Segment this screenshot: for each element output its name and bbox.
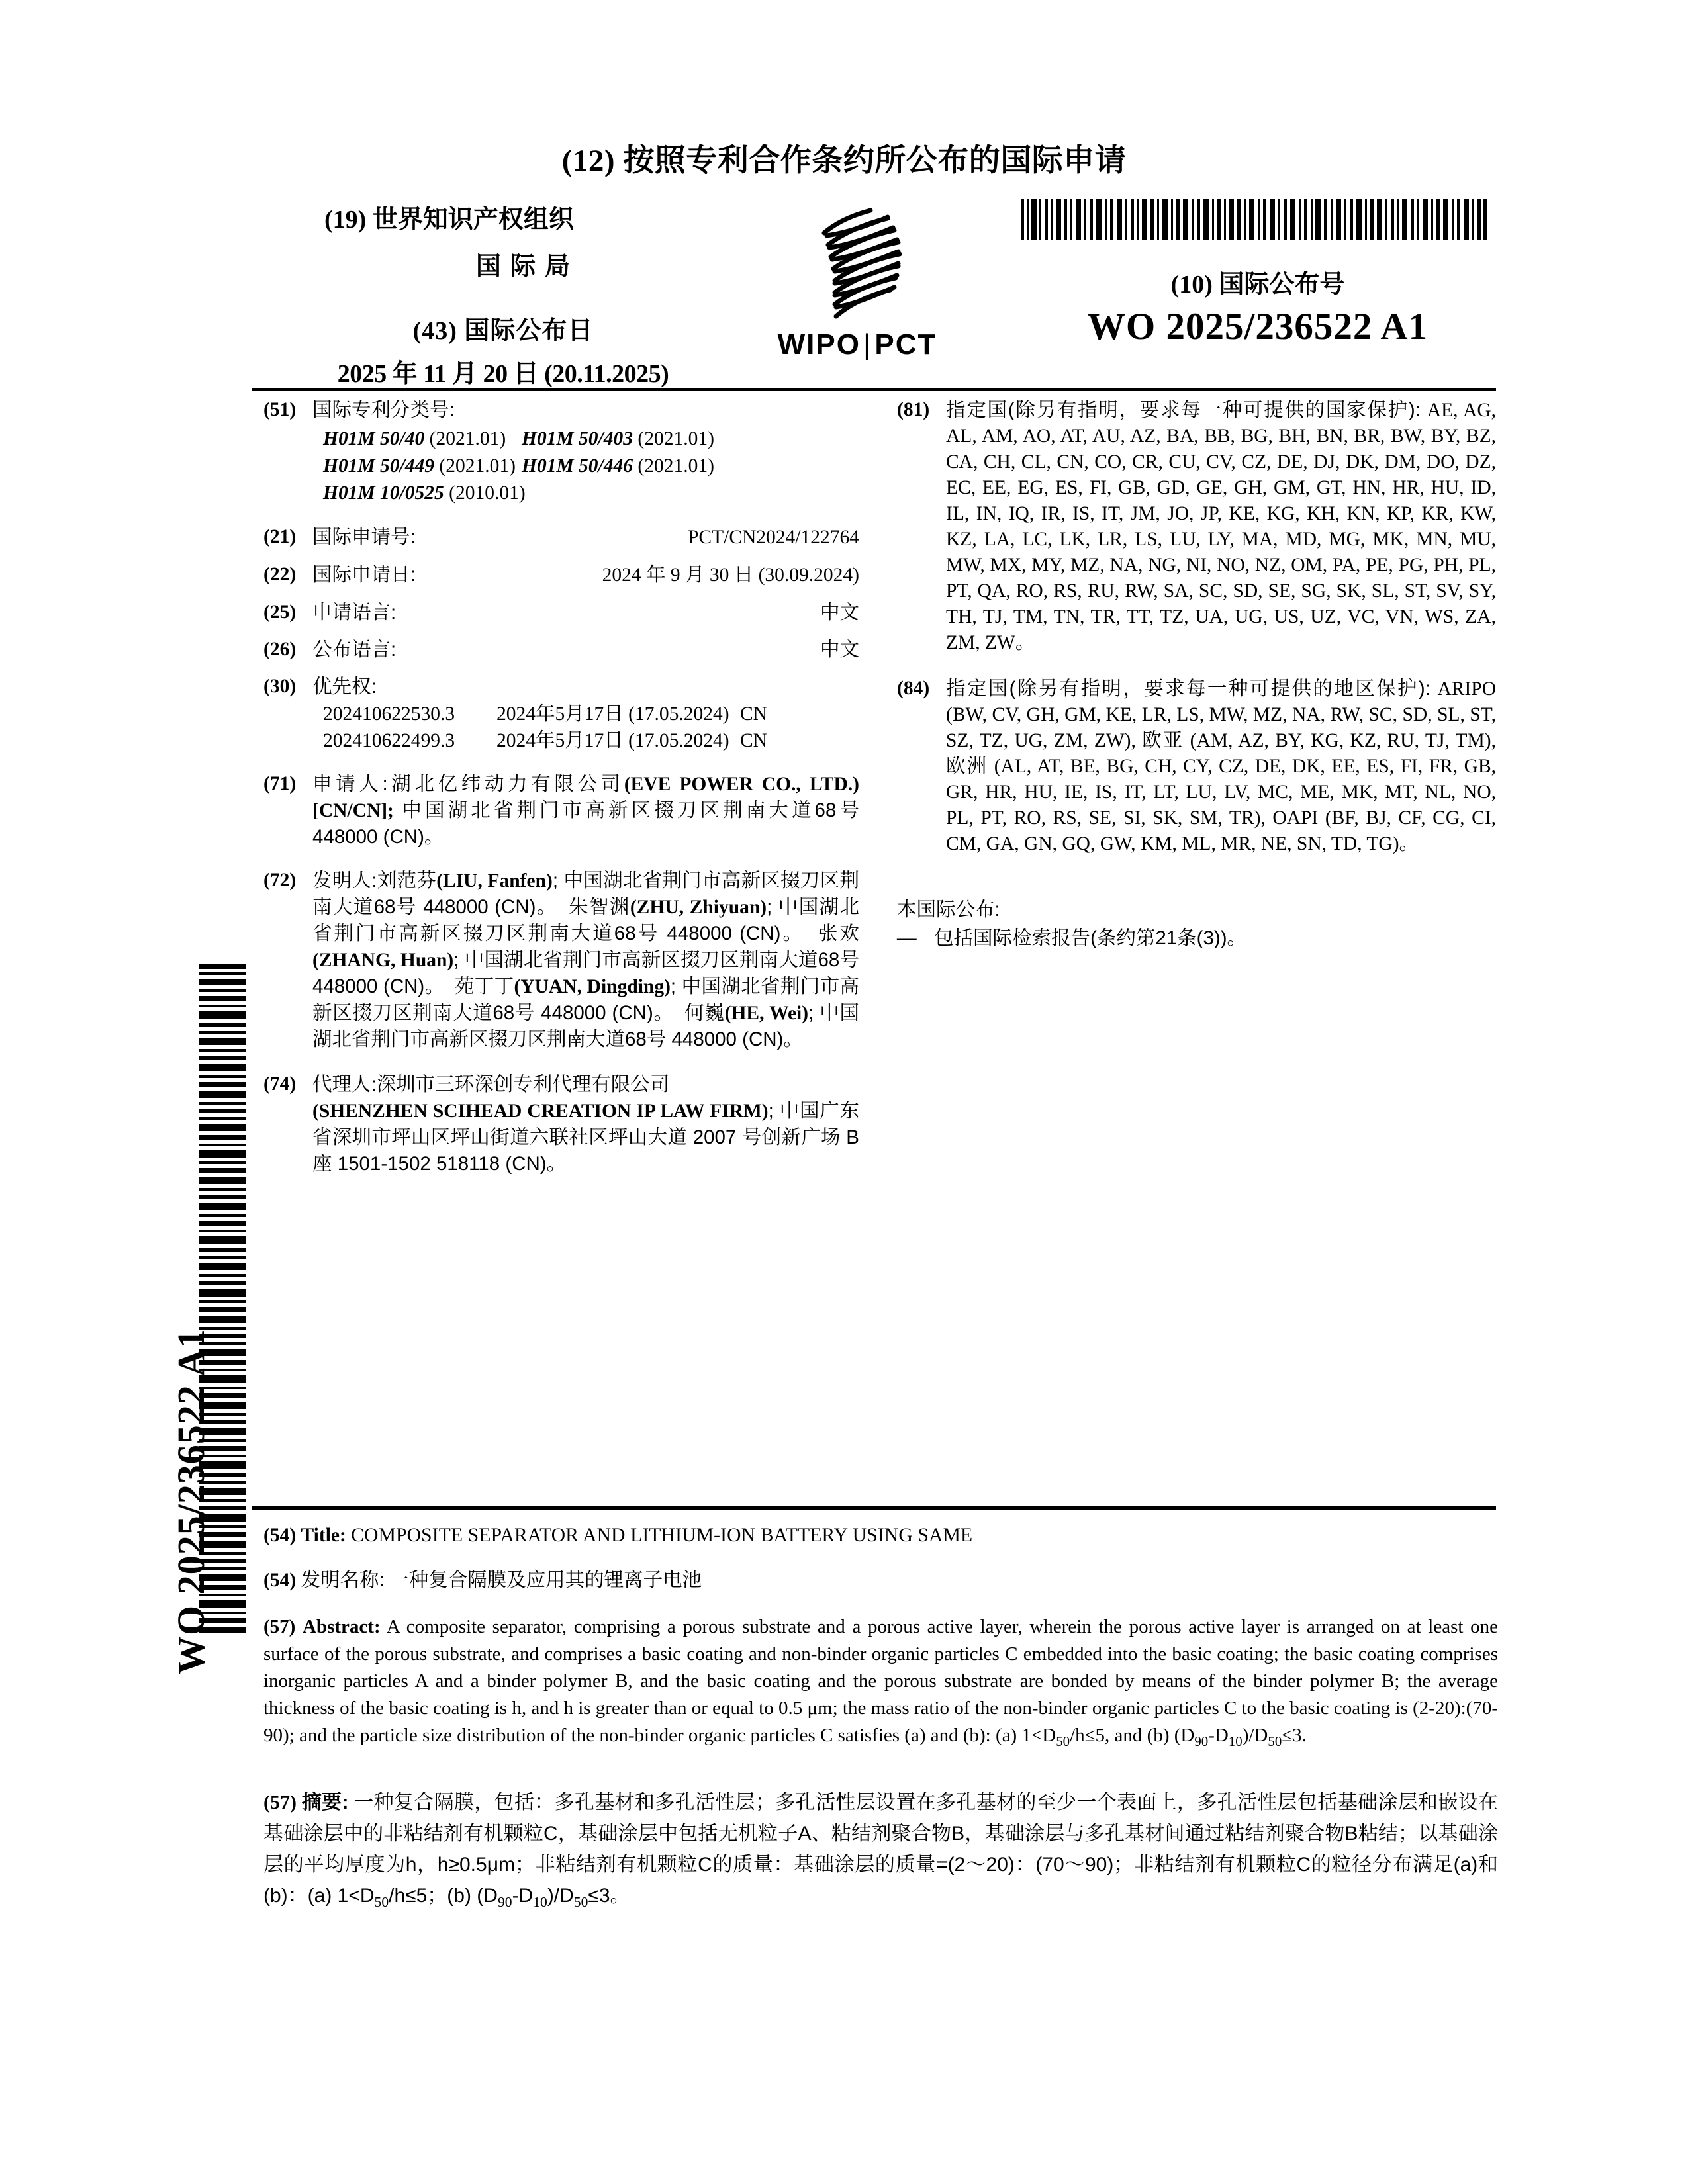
side-publication-number: WO 2025/236522 A1	[169, 1328, 212, 1674]
field-filing-date	[263, 562, 859, 588]
field-priority-label: 优先权:	[312, 676, 377, 698]
agent-name-cn: 深圳市三环深创专利代理有限公司	[376, 1073, 670, 1095]
inventor-name-en: (YUAN, Dingding)	[514, 976, 671, 997]
ipc-cell	[323, 453, 522, 480]
abstract-chinese-text-3: -D	[512, 1885, 534, 1907]
field-ipc-label: 国际专利分类号:	[312, 399, 455, 421]
priority-date: 2024年5月17日 (17.05.2024)	[496, 730, 729, 751]
publication-note-bullet: —	[897, 927, 917, 948]
inventor-name-cn: 朱智渊	[569, 896, 630, 918]
designated-states-list: AE, AG, AL, AM, AO, AT, AU, AZ, BA, BB, BG, BH, BN, BR, BW, BY, BZ, CA, CH, CL, CN, CO, CR, CU, CV, CZ, DE, DJ, DK, DM, DO, DZ, EC, EE, EG, ES, FI, GB, GD, GE, GH, GM, GT, HN, HR, HU, ID, IL, IN, IQ, IR, IS, IT, JM, JO, JP, KE, KG, KH, KN, KP, KR, KW, KZ, LA, LC, LK, LR, LS, LU, LY, MA, MD, MG, MK, MN, MU, MW, MX, MY, MZ, NA, NG, NI, NO, NZ, OM, PA, PE, PG, PH, PL, PT, QA, RO, RS, RU, RW, SA, SC, SD, SE, SG, SK, SL, ST, SV, SY, TH, TJ, TM, TN, TR, TT, TZ, UA, UG, US, UZ, VC, VN, WS, ZA, ZM, ZW。	[946, 400, 1496, 653]
publication-number-label: 国际公布号	[1219, 271, 1345, 298]
title-chinese-tag: (54)	[263, 1570, 297, 1591]
field-designated-states	[897, 397, 1496, 656]
priority-country: CN	[740, 730, 767, 751]
abstract-cn-sub-d50a: 50	[374, 1894, 389, 1910]
kind-tag: (12)	[561, 144, 616, 178]
abstract-chinese-text-2: /h≤5；(b) (D	[389, 1885, 498, 1907]
ipc-version: (2021.01)	[637, 455, 714, 477]
field-inventors-label: 发明人:	[312, 870, 377, 891]
ipc-cell	[522, 426, 720, 453]
priority-table	[323, 701, 859, 754]
field-filing-date-label: 国际申请日:	[312, 564, 416, 586]
inventor-name-cn: 苑丁丁	[454, 976, 514, 997]
organization-tag: (19)	[324, 206, 367, 234]
priority-row	[323, 701, 859, 727]
abstract-chinese	[263, 1787, 1498, 1918]
field-priority	[263, 674, 859, 754]
publication-date-tag: (43)	[412, 317, 457, 345]
title-english-block	[263, 1522, 1496, 1549]
abstract-chinese-text-5: ≤3。	[588, 1885, 630, 1907]
inventor-address: ; 中国湖北省荆门市高新区掇刀区荆南大道68号 448000 (CN)。	[312, 1002, 859, 1050]
field-application-number-tag: (21)	[263, 526, 297, 547]
field-publication-language-value: 中文	[820, 639, 859, 660]
publication-number-value: WO 2025/236522 A1	[1087, 306, 1429, 347]
wipo-logo	[741, 206, 973, 361]
publication-date-label-line	[318, 310, 688, 346]
priority-row	[323, 727, 859, 754]
inventor-name-en: (ZHU, Zhiyuan)	[630, 897, 767, 918]
abstract-chinese-text-4: )/D	[547, 1885, 574, 1907]
field-designated-regions-tag: (84)	[897, 678, 930, 699]
field-applicant-tag: (71)	[263, 773, 297, 794]
publication-barcode	[1019, 199, 1489, 240]
abstract-english-text: A composite separator, comprising a porous substrate and a porous active layer, wherein the porous active layer is arranged on at least one surface of the porous substrate, and comprises a basic coating and non-binder organic particles C embedded into the basic coating; the basic coating comprises inorganic particles A and a binder polymer B, and the basic coating and the porous substrate are bonded by means of the binder polymer B; the average thickness of the basic coating is h, and h is greater than or equal to 0.5 μm; the mass ratio of the non-binder organic particles C to the basic coating is (2-20):(70-90); and the particle size distribution of the non-binder organic particles C satisfies (a) and (b): (a) 1<D	[263, 1616, 1498, 1746]
inventor-name-en: (HE, Wei)	[724, 1003, 809, 1024]
field-application-number-label: 国际申请号:	[312, 526, 416, 548]
abstract-cn-sub-d90: 90	[497, 1894, 512, 1910]
agent-name-en: (SHENZHEN SCIHEAD CREATION IP LAW FIRM)	[312, 1101, 769, 1122]
abstract-en-sub-d90: 90	[1194, 1733, 1209, 1749]
ipc-cell	[323, 426, 522, 453]
inventor-address: ; 中国湖北省荆门市高新区掇刀区荆南大道68号 448000 (CN)。	[312, 976, 860, 1024]
field-filing-language	[263, 600, 859, 625]
masthead-left	[318, 199, 688, 389]
wipo-separator: |	[863, 328, 872, 361]
ipc-code: H01M 50/40	[323, 428, 425, 449]
international-bureau-label: 国际局	[475, 253, 579, 281]
applicant-name-en: (EVE POWER CO., LTD.)	[624, 774, 859, 795]
ipc-version: (2010.01)	[449, 482, 526, 504]
field-inventors-tag: (72)	[263, 870, 297, 891]
masthead-right	[1019, 199, 1496, 348]
ipc-cell	[323, 480, 526, 507]
publication-kind-heading	[0, 136, 1688, 180]
field-ipc-tag: (51)	[263, 399, 297, 420]
title-divider-rule	[252, 1506, 1496, 1510]
inventor-name-en: (LIU, Fanfen)	[436, 870, 553, 891]
field-agent-label: 代理人:	[312, 1073, 377, 1095]
field-application-number-value: PCT/CN2024/122764	[688, 527, 859, 548]
field-ipc	[263, 397, 859, 507]
field-publication-language-tag: (26)	[263, 639, 297, 660]
kind-title: 按照专利合作条约所公布的国际申请	[623, 142, 1127, 177]
pct-text: PCT	[874, 328, 937, 361]
organization-name: 世界知识产权组织	[372, 206, 574, 234]
field-applicant	[263, 771, 859, 850]
ipc-row	[323, 426, 859, 453]
field-filing-date-value: 2024 年 9 月 30 日 (30.09.2024)	[602, 565, 859, 586]
title-chinese-block	[263, 1567, 1496, 1594]
priority-date: 2024年5月17日 (17.05.2024)	[496, 704, 729, 725]
publication-number-label-line	[1019, 263, 1496, 300]
publication-date-label: 国际公布日	[464, 317, 594, 345]
applicant-nationality: [CN/CN];	[312, 800, 402, 821]
abstract-chinese-tag: (57)	[263, 1792, 297, 1813]
ipc-code: H01M 50/446	[522, 455, 633, 477]
applicant-address: 中国湖北省荆门市高新区掇刀区荆南大道68号 448000 (CN)。	[312, 799, 859, 848]
inventor-address: ; 中国湖北省荆门市高新区掇刀区荆南大道68号 448000 (CN)。	[312, 870, 859, 918]
bibliographic-data-right-column	[897, 397, 1496, 951]
bibliographic-data-left-column	[263, 397, 859, 1177]
ipc-code: H01M 50/403	[522, 428, 633, 449]
abstract-chinese-text: 一种复合隔膜，包括：多孔基材和多孔活性层；多孔活性层设置在多孔基材的至少一个表面上，多孔活性层包括基础涂层和嵌设在基础涂层中的非粘结剂有机颗粒C，基础涂层中包括无机粒子A、粘结剂聚合物B，基础涂层与多孔基材间通过粘结剂聚合物B粘结；以基础涂层的平均厚度为h，h≥0.5μm；非粘结剂有机颗粒C的质量：基础涂层的质量=(2～20)：(70～90)；非粘结剂有机颗粒C的粒径分布满足(a)和(b)：(a) 1<D	[263, 1792, 1499, 1907]
title-chinese-value: 一种复合隔膜及应用其的锂离子电池	[389, 1569, 702, 1591]
abstract-english	[263, 1614, 1498, 1755]
field-filing-language-value: 中文	[820, 602, 859, 623]
priority-number: 202410622499.3	[323, 730, 455, 751]
ipc-cell	[522, 453, 720, 480]
title-chinese-label: 发明名称:	[301, 1569, 385, 1591]
ipc-version: (2021.01)	[637, 428, 714, 449]
ipc-code-grid	[323, 426, 859, 507]
abstract-en-sub-d50b: 50	[1268, 1733, 1282, 1749]
field-designated-regions	[897, 676, 1496, 857]
wipo-helix-icon	[771, 206, 943, 326]
abstract-en-sub-d10: 10	[1228, 1733, 1243, 1749]
inventor-name-cn: 刘范芬	[377, 870, 437, 891]
ipc-version: (2021.01)	[439, 455, 516, 477]
publication-notes	[897, 897, 1496, 951]
inventor-name-en: (ZHANG, Huan)	[312, 950, 454, 971]
field-filing-date-tag: (22)	[263, 564, 297, 585]
designated-regions-list: ARIPO (BW, CV, GH, GM, KE, LR, LS, MW, MZ, NA, RW, SC, SD, SL, ST, SZ, TZ, UG, ZM, ZW), 欧亚 (AM, AZ, BY, KG, KZ, RU, TJ, TM), 欧洲 (AL, AT, BE, BG, CH, CY, CZ, DE, DK, EE, ES, FI, FR, GB, GR, HR, HU, IE, IS, IT, LT, LU, LV, MC, ME, MK, MT, NL, NO, PL, PT, RO, RS, SE, SI, SK, SM, TR), OAPI (BF, BJ, CF, CG, CI, CM, GA, GN, GQ, GW, KM, ML, MR, NE, SN, TD, TG)。	[946, 678, 1496, 854]
publication-date-value: 2025 年 11 月 20 日 (20.11.2025)	[337, 360, 669, 388]
abstract-english-tag: (57)	[263, 1616, 296, 1637]
inventor-address: ; 中国湖北省荆门市高新区掇刀区荆南大道68号 448000 (CN)。	[312, 949, 859, 997]
organization-line	[318, 199, 688, 235]
abstract-english-text-4: )/D	[1242, 1725, 1268, 1746]
abstract-english-text-3: -D	[1208, 1725, 1229, 1746]
inventor-name-cn: 张欢	[818, 923, 859, 944]
masthead	[252, 199, 1496, 388]
field-inventors	[263, 868, 859, 1053]
title-english-value: COMPOSITE SEPARATOR AND LITHIUM-ION BATTERY USING SAME	[351, 1525, 973, 1546]
ipc-row	[323, 453, 859, 480]
title-english-label: Title:	[301, 1525, 346, 1546]
wipo-text: WIPO	[777, 328, 861, 361]
abstract-en-sub-d50a: 50	[1056, 1733, 1070, 1749]
field-agent-tag: (74)	[263, 1073, 297, 1095]
field-designated-states-label: 指定国(除另有指明，要求每一种可提供的国家保护):	[946, 399, 1427, 421]
ipc-code: H01M 50/449	[323, 455, 434, 477]
ipc-version: (2021.01)	[429, 428, 506, 449]
field-designated-regions-label: 指定国(除另有指明，要求每一种可提供的地区保护):	[946, 678, 1438, 700]
field-filing-language-tag: (25)	[263, 602, 297, 623]
publication-note-item	[897, 925, 1496, 951]
field-agent	[263, 1071, 859, 1177]
abstract-english-text-5: ≤3.	[1282, 1725, 1307, 1746]
publication-number-tag: (10)	[1170, 271, 1213, 298]
abstract-english-text-2: /h≤5, and (b) (D	[1070, 1725, 1195, 1746]
inventor-name-cn: 何巍	[684, 1002, 725, 1024]
publication-note-text: 包括国际检索报告(条约第21条(3))。	[934, 927, 1247, 949]
field-priority-tag: (30)	[263, 676, 297, 697]
agent-address: ; 中国广东省深圳市坪山区坪山街道六联社区坪山大道 2007 号创新广场 B 座 1501-1502 518118 (CN)。	[312, 1100, 859, 1175]
abstract-english-label: Abstract:	[303, 1616, 381, 1637]
priority-number: 202410622530.3	[323, 704, 455, 725]
title-english-tag: (54)	[263, 1525, 297, 1546]
abstract-cn-sub-d50b: 50	[573, 1894, 588, 1910]
field-filing-language-label: 申请语言:	[312, 602, 397, 623]
field-application-number	[263, 524, 859, 551]
applicant-name-cn: 湖北亿纬动力有限公司	[387, 773, 624, 795]
field-applicant-label: 申请人:	[312, 773, 388, 795]
abstract-chinese-label: 摘要:	[301, 1792, 349, 1813]
inventor-address: ; 中国湖北省荆门市高新区掇刀区荆南大道68号 448000 (CN)。	[312, 896, 859, 944]
priority-country: CN	[740, 704, 767, 725]
wipo-wordmark	[741, 328, 973, 361]
publication-notes-heading: 本国际公布:	[897, 899, 1000, 921]
field-publication-language-label: 公布语言:	[312, 639, 397, 660]
ipc-code: H01M 10/0525	[323, 482, 444, 504]
ipc-row	[323, 480, 859, 507]
abstract-cn-sub-d10: 10	[533, 1894, 547, 1910]
field-designated-states-tag: (81)	[897, 399, 930, 420]
header-divider-rule	[252, 388, 1496, 391]
field-publication-language	[263, 637, 859, 662]
